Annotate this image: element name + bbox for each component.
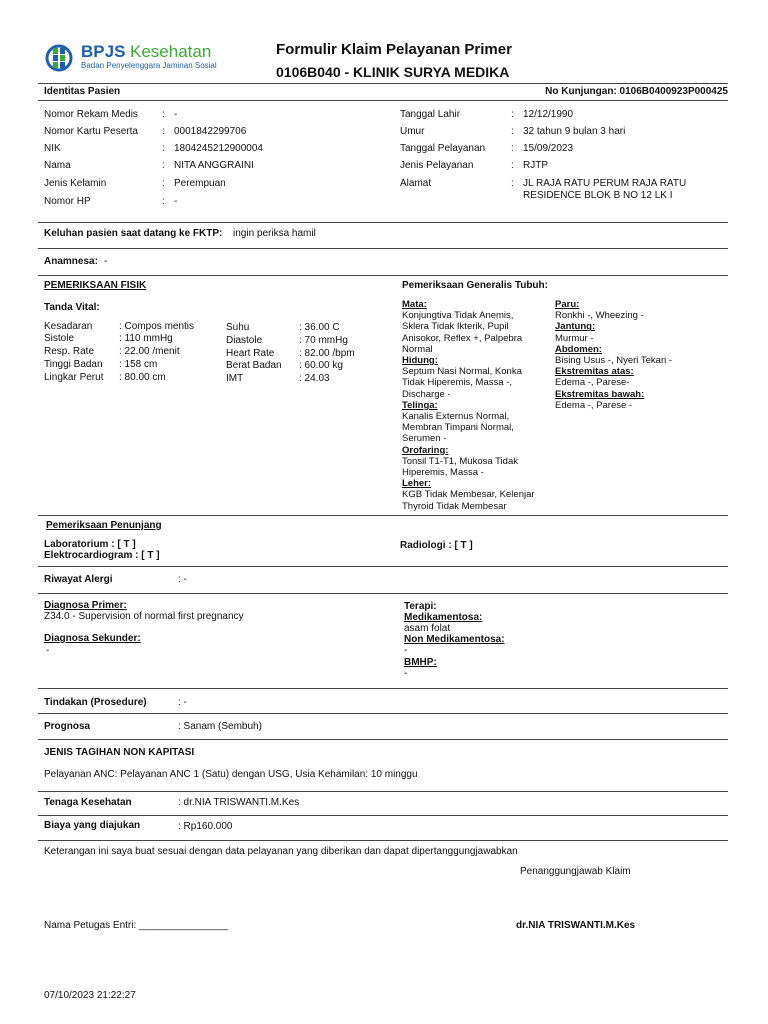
vital-value: : 158 cm [119,359,158,370]
exam-line: Hiperemis, Massa - [402,467,484,479]
exam-line: Ronkhi -, Wheezing - [555,310,644,322]
field-label: Nomor Kartu Peserta [44,126,138,137]
colon: : [162,143,165,154]
exam-line: Edema -, Parese - [555,399,633,411]
vital-value: : 80.00 cm [119,372,166,383]
support-section-label: Pemeriksaan Penunjang [46,520,162,531]
procedure-label: Tindakan (Prosedure) [44,697,147,708]
field-label: Tanggal Lahir [400,109,461,120]
colon: : [511,126,514,137]
clinic-subtitle: 0106B040 - KLINIK SURYA MEDIKA [276,64,510,80]
billing-value: Pelayanan ANC: Pelayanan ANC 1 (Satu) dengan USG, Usia Kehamilan: 10 minggu [44,769,418,780]
prognosis-label: Prognosa [44,721,91,732]
allergy-label: Riwayat Alergi [44,574,113,585]
physical-section-label: PEMERIKSAAN FISIK [44,280,147,291]
vital-label: IMT [226,373,244,384]
vital-label: Diastole [226,335,263,346]
staff-label: Tenaga Kesehatan [44,797,132,808]
colon: : [162,196,165,207]
exam-line: Tonsil T1-T1, Mukosa Tidak [402,455,518,467]
field-value: 0001842299706 [174,126,247,137]
primary-diagnosis-label: Diagnosa Primer: [44,600,127,611]
exam-head-leher: Leher: [402,478,432,490]
exam-line: Bising Usus -, Nyeri Tekan - [555,355,673,367]
complaint-label: Keluhan pasien saat datang ke FKTP: [44,228,223,239]
exam-head-abdomen: Abdomen: [555,343,602,355]
field-label: Tanggal Pelayanan [400,143,486,154]
logo-tagline: Badan Penyelenggara Jaminan Sosial [81,61,217,70]
exam-head-ekstremitas-atas: Ekstremitas atas: [555,366,634,378]
logo-brand-kesehatan: Kesehatan [130,42,212,61]
exam-line: Murmur - [555,332,594,344]
cost-value: : Rp160.000 [178,821,233,832]
exam-line: Discharge - [402,388,451,400]
exam-line: KGB Tidak Membesar, Kelenjar [402,489,535,501]
visit-number: No Kunjungan: 0106B0400923P000425 [545,86,728,97]
field-value: Perempuan [174,178,226,189]
allergy-value: : - [178,574,187,585]
printed-timestamp: 07/10/2023 21:22:27 [44,990,136,1001]
field-label: Nomor Rekam Medis [44,109,138,120]
vital-value: : 24.03 [299,373,330,384]
colon: : [511,178,514,189]
entry-officer-label: Nama Petugas Entri: ________________ [44,920,229,931]
vital-label: Resp. Rate [44,346,95,357]
colon: : [162,178,165,189]
field-label: Jenis Kelamin [44,178,107,189]
vital-label: Sistole [44,333,75,344]
vital-value: : 82.00 /bpm [299,348,355,359]
vital-label: Heart Rate [226,348,275,359]
bmhp-label: BMHP: [404,657,437,668]
exam-head-paru: Paru: [555,299,580,310]
cost-label: Biaya yang diajukan [44,820,141,831]
vital-value: : 60.00 kg [299,360,343,371]
address-line-2: RESIDENCE BLOK B NO 12 LK I [523,190,673,201]
non-medication-label: Non Medikamentosa: [404,634,505,645]
vital-value: : 22.00 /menit [119,346,180,357]
exam-line: Edema -, Parese- [555,377,630,389]
anamnesa-label: Anamnesa: [44,256,98,267]
vital-value: : 110 mmHg [119,333,173,344]
exam-line: Normal [402,343,433,355]
field-value: 32 tahun 9 bulan 3 hari [523,126,626,137]
responsible-name: dr.NIA TRISWANTI.M.Kes [516,920,636,931]
general-exam-col1 [402,299,552,512]
bmhp-value: - [404,668,408,679]
exam-head-jantung: Jantung: [555,321,596,333]
secondary-diagnosis-label: Diagnosa Sekunder: [44,633,141,644]
staff-value: : dr.NIA TRISWANTI.M.Kes [178,797,300,808]
prognosis-value: : Sanam (Sembuh) [178,721,262,732]
exam-head-mata: Mata: [402,299,427,310]
exam-head-ekstremitas-bawah: Ekstremitas bawah: [555,388,645,400]
field-value: 1804245212900004 [174,143,263,154]
complaint-value: ingin periksa hamil [233,228,316,239]
field-label: Nomor HP [44,196,91,207]
statement-text: Keterangan ini saya buat sesuai dengan data pelayanan yang diberikan dan dapat dipertanggungjawabkan [44,846,518,857]
exam-line: Thyroid Tidak Membesar [402,500,507,512]
colon: : [511,160,514,171]
vital-value: : 36.00 C [299,322,340,333]
bpjs-logo [44,40,224,80]
exam-head-orofaring: Orofaring: [402,444,449,456]
colon: : [162,109,165,120]
responsible-label: Penanggungjawab Klaim [520,866,631,877]
procedure-value: : - [178,697,187,708]
field-value: 15/09/2023 [523,143,574,154]
secondary-diagnosis-value: - [46,645,50,656]
field-label: Jenis Pelayanan [400,160,474,171]
vital-label: Berat Badan [226,360,282,371]
vital-label: Lingkar Perut [44,372,104,383]
general-exam-col2 [555,299,725,411]
billing-section-label: JENIS TAGIHAN NON KAPITASI [44,747,195,758]
non-medication-value: - [404,645,408,656]
lab-result: Laboratorium : [ T ] [44,539,136,550]
logo-brand-bpjs: BPJS [81,42,126,61]
colon: : [162,160,165,171]
field-value: - [174,109,178,120]
radiology-result: Radiologi : [ T ] [400,540,473,551]
anamnesa-value: - [104,256,108,267]
exam-head-telinga: Telinga: [402,399,438,411]
field-label: NIK [44,143,61,154]
exam-line: Sklera Tidak Ikterik, Pupil [402,321,509,333]
vital-label: Kesadaran [44,321,93,332]
field-label: Nama [44,160,71,171]
field-value: RJTP [523,160,548,171]
bpjs-logo-mark-icon [44,42,74,74]
vital-value: : 70 mmHg [299,335,348,346]
exam-line: Tidak Hiperemis, Massa -, [402,377,512,389]
vital-label: Tinggi Badan [44,359,103,370]
ecg-result: Elektrocardiogram : [ T ] [44,550,160,561]
exam-line: Konjungtiva Tidak Anemis, [402,310,514,322]
field-value: 12/12/1990 [523,109,574,120]
exam-head-hidung: Hidung: [402,355,438,367]
medication-label: Medikamentosa: [404,612,483,623]
exam-line: Kanalis Externus Normal, [402,411,510,423]
field-label: Umur [400,126,425,137]
vital-label: Suhu [226,322,250,333]
vital-value: : Compos mentis [119,321,195,332]
exam-line: Septum Nasi Normal, Konka [402,366,522,378]
exam-line: Serumen - [402,433,447,445]
medication-value: asam folat [404,623,451,634]
form-title: Formulir Klaim Pelayanan Primer [276,41,512,58]
colon: : [511,109,514,120]
therapy-label: Terapi: [404,601,437,612]
vital-signs-label: Tanda Vital: [44,302,100,313]
exam-line: Anisokor, Reflex +, Palpebra [402,332,523,344]
field-value: NITA ANGGRAINI [174,160,254,171]
identity-section-label: Identitas Pasien [44,86,121,97]
colon: : [511,143,514,154]
field-value: - [174,196,178,207]
colon: : [162,126,165,137]
field-label: Alamat [400,178,432,189]
general-exam-label: Pemeriksaan Generalis Tubuh: [402,280,548,291]
address-line-1: JL RAJA RATU PERUM RAJA RATU [523,178,687,189]
primary-diagnosis-value: Z34.0 - Supervision of normal first pregnancy [44,611,244,622]
exam-line: Membran Timpani Normal, [402,422,514,434]
